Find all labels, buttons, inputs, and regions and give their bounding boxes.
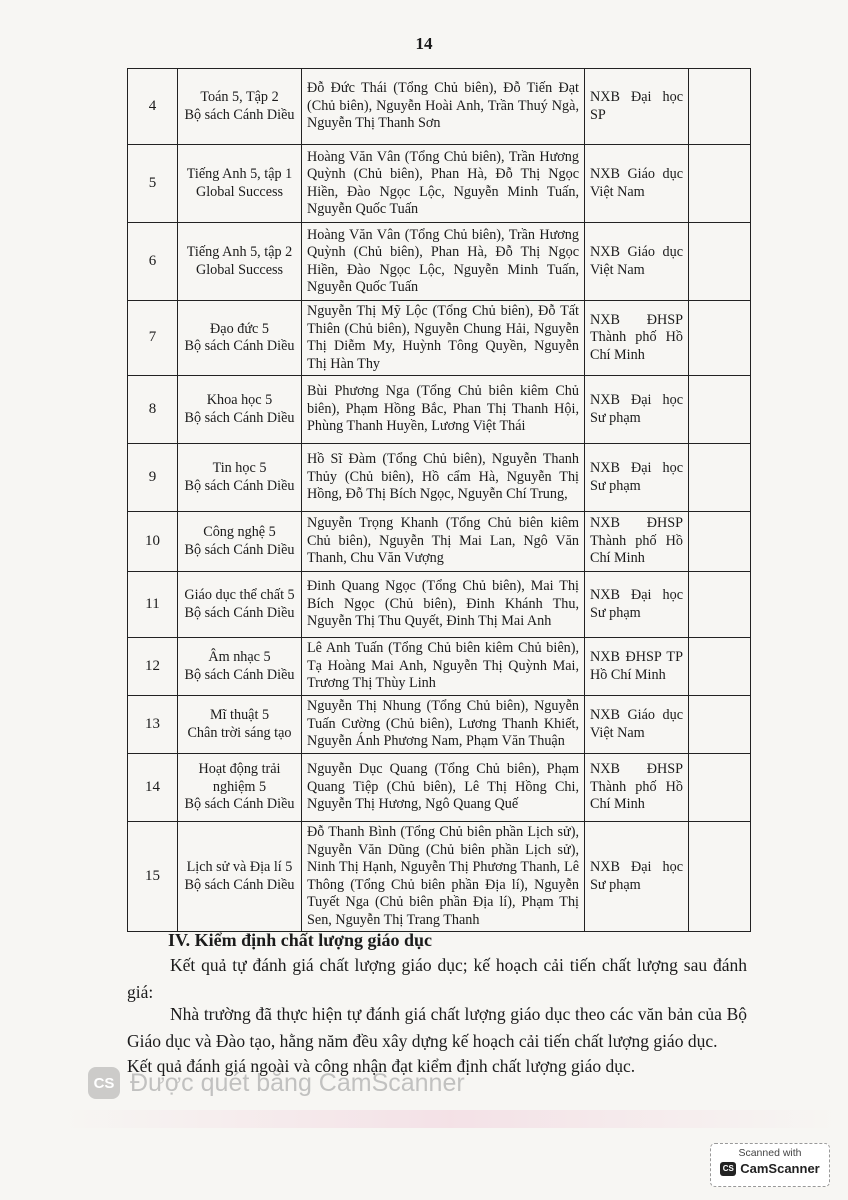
- book-name-line: Global Success: [195, 261, 284, 278]
- cell-stt: 10: [128, 512, 178, 572]
- cell-note: [689, 444, 751, 512]
- book-name-line: Hoạt động trải: [198, 761, 281, 778]
- cell-stt: 11: [128, 572, 178, 638]
- book-name-line: Bộ sách Cánh Diều: [184, 477, 295, 494]
- cell-publisher: NXB Đại học Sư phạm: [585, 822, 689, 932]
- book-name-line: Toán 5, Tập 2: [200, 89, 279, 105]
- badge-caption: Scanned with: [738, 1147, 802, 1159]
- cell-note: [689, 223, 751, 301]
- cell-note: [689, 696, 751, 754]
- book-name-line: Khoa học 5: [206, 392, 273, 408]
- table-row: [128, 572, 751, 638]
- cell-book-name: [178, 696, 302, 754]
- book-name-line: Âm nhạc 5: [208, 649, 271, 665]
- cell-authors: Hồ Sĩ Đàm (Tổng Chủ biên), Nguyễn Thanh Thủy (Chủ biên), Hồ cẩm Hà, Nguyễn Thị Hồng, Đỗ Thị Bích Ngọc, Nguyễn Chí Trung,: [302, 444, 585, 512]
- cell-stt: 12: [128, 638, 178, 696]
- cell-publisher: NXB Giáo dục Việt Nam: [585, 696, 689, 754]
- cell-authors: Đỗ Thanh Bình (Tổng Chủ biên phần Lịch sử), Nguyễn Văn Dũng (Chủ biên phần Lịch sử), Ninh Thị Hạnh, Nguyễn Thị Phương Thanh, Lê Thông (Tổng Chủ biên phần Địa lí), Nguyễn Tuyết Nga (Chủ biên phần Địa lí), Phạm Thị Sen, Nguyễn Thị Trang Thanh: [302, 822, 585, 932]
- cell-stt: 13: [128, 696, 178, 754]
- cell-book-name: [178, 223, 302, 301]
- cell-note: [689, 754, 751, 822]
- book-name-line: Công nghệ 5: [203, 524, 276, 540]
- book-name-line: Lịch sử và Địa lí 5: [186, 859, 293, 875]
- book-name-line: Tiếng Anh 5, tập 2: [186, 244, 293, 260]
- cell-book-name: [178, 754, 302, 822]
- cell-authors: Đinh Quang Ngọc (Tổng Chủ biên), Mai Thị Bích Ngọc (Chủ biên), Đinh Khánh Thu, Nguyễn Thị Thu Quyết, Đinh Thị Mai Anh: [302, 572, 585, 638]
- table-row: [128, 376, 751, 444]
- cell-publisher: NXB ĐHSP Thành phố Hồ Chí Minh: [585, 754, 689, 822]
- book-name-line: Tiếng Anh 5, tập 1: [186, 166, 293, 182]
- cell-publisher: NXB Giáo dục Việt Nam: [585, 223, 689, 301]
- scan-artifact-band: [60, 1110, 840, 1128]
- cell-publisher: NXB Đại học Sư phạm: [585, 572, 689, 638]
- cell-book-name: [178, 376, 302, 444]
- book-name-line: Bộ sách Cánh Diều: [184, 106, 295, 123]
- paragraph-external-evaluation: Kết quả đánh giá ngoài và công nhận đạt kiểm định chất lượng giáo dục.: [127, 1056, 636, 1076]
- book-name-line: Bộ sách Cánh Diều: [184, 338, 295, 354]
- book-name-line: Bộ sách Cánh Diều: [184, 541, 295, 558]
- cell-note: [689, 145, 751, 223]
- cell-note: [689, 822, 751, 932]
- cell-publisher: NXB Đại học SP: [585, 69, 689, 145]
- table-row: [128, 145, 751, 223]
- section-heading: IV. Kiểm định chất lượng giáo dục: [168, 930, 432, 950]
- camscanner-logo-icon: CS: [88, 1067, 120, 1099]
- book-name-line: Tin học 5: [212, 460, 267, 476]
- table-row: [128, 754, 751, 822]
- cell-authors: Nguyễn Trọng Khanh (Tổng Chủ biên kiêm Chủ biên), Nguyễn Thị Mai Lan, Ngô Văn Thanh, Chu Văn Vượng: [302, 512, 585, 572]
- cell-publisher: NXB ĐHSP Thành phố Hồ Chí Minh: [585, 512, 689, 572]
- cell-book-name: [178, 638, 302, 696]
- page-number: 14: [415, 34, 433, 53]
- cell-book-name: [178, 444, 302, 512]
- paragraph-self-assessment: Kết quả tự đánh giá chất lượng giáo dục; kế hoạch cải tiến chất lượng sau đánh giá:: [127, 955, 747, 1002]
- cell-publisher: NXB Đại học Sư phạm: [585, 376, 689, 444]
- book-name-line: nghiệm 5: [212, 778, 267, 795]
- table-body: [128, 69, 751, 932]
- cell-authors: Nguyễn Dục Quang (Tổng Chủ biên), Phạm Quang Tiệp (Chủ biên), Lê Thị Hồng Chi, Nguyễn Thị Hương, Ngô Quang Quế: [302, 754, 585, 822]
- cell-stt: 5: [128, 145, 178, 223]
- cell-stt: 6: [128, 223, 178, 301]
- table-row: [128, 69, 751, 145]
- watermark-text: Được quét bằng CamScanner: [130, 1068, 465, 1097]
- cell-stt: 15: [128, 822, 178, 932]
- book-name-line: Global Success: [195, 183, 284, 200]
- cell-stt: 9: [128, 444, 178, 512]
- textbook-table: [127, 68, 751, 932]
- cell-book-name: [178, 822, 302, 932]
- cell-book-name: [178, 145, 302, 223]
- cell-book-name: [178, 301, 302, 376]
- cell-stt: 7: [128, 301, 178, 376]
- cell-note: [689, 376, 751, 444]
- cell-note: [689, 301, 751, 376]
- table-row: [128, 223, 751, 301]
- cell-authors: Hoàng Văn Vân (Tổng Chủ biên), Trần Hương Quỳnh (Chủ biên), Phan Hà, Đỗ Thị Ngọc Hiền, Đào Ngọc Lộc, Nguyễn Minh Tuấn, Nguyễn Quốc Tuấn: [302, 223, 585, 301]
- book-name-line: Bộ sách Cánh Diều: [184, 409, 295, 426]
- book-name-line: Chân trời sáng tạo: [187, 724, 292, 741]
- cell-authors: Nguyễn Thị Nhung (Tổng Chủ biên), Nguyễn Tuấn Cường (Chủ biên), Lương Thanh Khiết, Nguyễn Ánh Phương Nam, Phạm Văn Thuận: [302, 696, 585, 754]
- cell-authors: Bùi Phương Nga (Tổng Chủ biên kiêm Chủ biên), Phạm Hồng Bắc, Phan Thị Thanh Hội, Phùng Thanh Huyền, Lương Việt Thái: [302, 376, 585, 444]
- book-name-line: Bộ sách Cánh Diều: [184, 604, 295, 621]
- table-row: [128, 638, 751, 696]
- table-row: [128, 301, 751, 376]
- book-name-line: Đạo đức 5: [210, 320, 269, 337]
- cell-authors: Lê Anh Tuấn (Tổng Chủ biên kiêm Chủ biên), Tạ Hoàng Mai Anh, Nguyễn Thị Quỳnh Mai, Trương Thị Thùy Linh: [302, 638, 585, 696]
- cell-publisher: NXB ĐHSP TP Hồ Chí Minh: [585, 638, 689, 696]
- camscanner-badge-icon: CS: [720, 1162, 736, 1176]
- cell-book-name: [178, 512, 302, 572]
- book-name-line: Bộ sách Cánh Diều: [184, 796, 295, 813]
- cell-authors: Nguyễn Thị Mỹ Lộc (Tổng Chủ biên), Đỗ Tất Thiên (Chủ biên), Nguyễn Chung Hải, Nguyễn Thị Diễm My, Huỳnh Tông Quyền, Nguyễn Thị Hàn Thy: [302, 301, 585, 376]
- cell-stt: 4: [128, 69, 178, 145]
- cell-publisher: NXB Đại học Sư phạm: [585, 444, 689, 512]
- cell-stt: 8: [128, 376, 178, 444]
- camscanner-watermark: [88, 1067, 465, 1099]
- scanned-with-badge: [710, 1143, 830, 1187]
- cell-stt: 14: [128, 754, 178, 822]
- cell-note: [689, 638, 751, 696]
- cell-note: [689, 572, 751, 638]
- table-row: [128, 512, 751, 572]
- cell-publisher: NXB ĐHSP Thành phố Hồ Chí Minh: [585, 301, 689, 376]
- book-name-line: Bộ sách Cánh Diều: [184, 876, 295, 893]
- badge-brand-name: CamScanner: [740, 1161, 820, 1176]
- cell-book-name: [178, 572, 302, 638]
- book-name-line: Bộ sách Cánh Diều: [184, 666, 295, 683]
- cell-authors: Hoàng Văn Vân (Tổng Chủ biên), Trần Hương Quỳnh (Chủ biên), Phan Hà, Đỗ Thị Ngọc Hiền, Đào Ngọc Lộc, Nguyễn Minh Tuấn, Nguyễn Quốc Tuấn: [302, 145, 585, 223]
- cell-note: [689, 69, 751, 145]
- cell-publisher: NXB Giáo dục Việt Nam: [585, 145, 689, 223]
- cell-note: [689, 512, 751, 572]
- paragraph-school-actions: Nhà trường đã thực hiện tự đánh giá chất lượng giáo dục theo các văn bản của Bộ Giáo dục và Đào tạo, hằng năm đều xây dựng kế hoạch cải tiến chất lượng giáo dục.: [127, 1004, 747, 1051]
- book-name-line: Giáo dục thể chất 5: [184, 587, 295, 603]
- cell-authors: Đỗ Đức Thái (Tổng Chủ biên), Đỗ Tiến Đạt (Chủ biên), Nguyễn Hoài Anh, Trần Thuý Ngà, Nguyễn Thị Thanh Sơn: [302, 69, 585, 145]
- cell-book-name: [178, 69, 302, 145]
- table-row: [128, 696, 751, 754]
- table-row: [128, 444, 751, 512]
- book-name-line: Mĩ thuật 5: [209, 707, 270, 723]
- table-row: [128, 822, 751, 932]
